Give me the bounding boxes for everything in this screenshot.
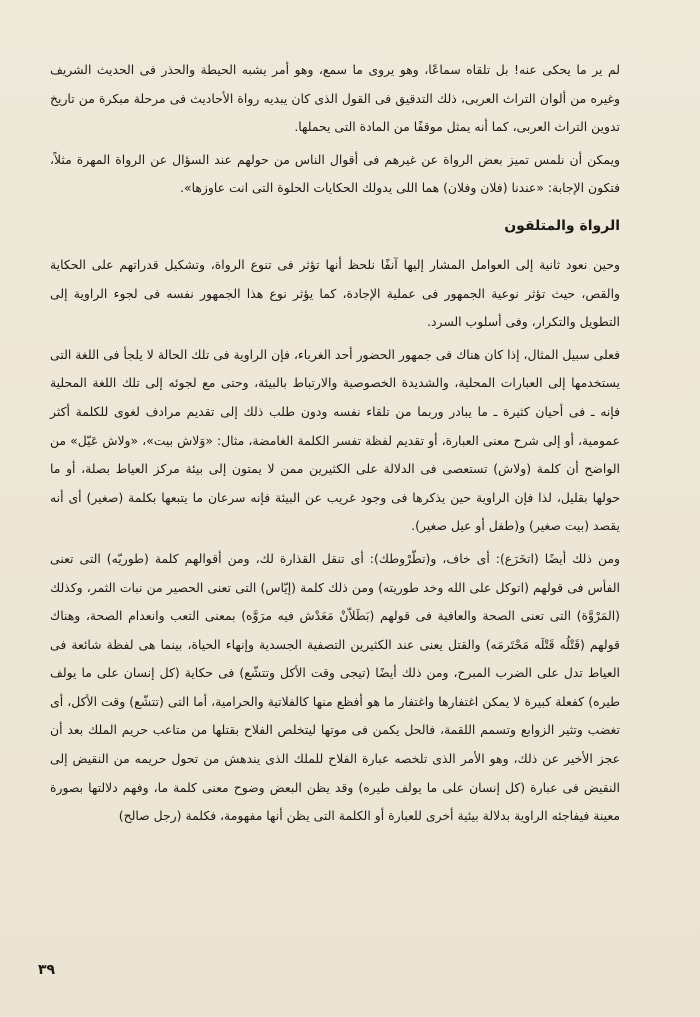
page-number: ٣٩ [38,962,56,978]
body-text [50,56,620,835]
section-heading: الرواة والمتلقون [504,217,620,234]
paragraph: لم ير ما يحكى عنه! بل تلقاه سماعًا، وهو يروى ما سمع، وهو أمر يشبه الحيطة والحذر فى الحديث الشريف وغيره من ألوان التراث العربى، ذلك التدقيق فى القول الذى كان يبديه رواة الأحاديث فى مرحلة مبكرة من تاريخ تدوين التراث العربى، كما أنه يمثل موقفًا من المادة التى يحملها. [50,62,620,135]
paragraph: ومن ذلك أيضًا (اتخَرَع): أى خاف، و(تطّرْوطك): أى تنقل القذارة لك، ومن أقوالهم كلمة (طوريّه) التى تعنى الفأس فى قولهم (اتوكل على الله وخد طوريته) ومن ذلك كلمة (إيّاس) التى تعنى الحصير من نبات الثمر، وكذلك (المَرْوَّة) التى تعنى الصحة والعافية فى قولهم (بَطَلاّنْ مَعَدْش فيه مرَوَّه) بمعنى التعب وانعدام الصحة، وهناك قولهم (قَتْلُه قَتْلَه مَحْتَرمَه) والقتل يعنى عند الكثيرين التصفية الجسدية وإنهاء الحياة، بينما هى لفظة شائعة فى العياط تدل على الضرب المبرح، ومن ذلك أيضًا (تيجى وقت الأكل وتتشّع) فى حكاية (كل إنسان على ما يولف طيره) كفعلة كبيرة لا يمكن اغتفارها واغتفار ما هو أفظع منها كالفلاتية والحرامية، أما التى (تتشّع) وقت الأكل، أى تغضب وتثير الزوابع وتسمم اللقمة، فالحل يكمن فى موتها ليتخلص الفلاح بقتلها من متاعب حريم الملك بعد أن عجز الأخير عن ذلك، وهو الأمر الذى تلخصه عبارة الفلاح للملك الذى يندهش من تحول حريمه من النقيض إلى النقيض فى عبارة (كل إنسان على ما يولف طيره) وقد يظن البعض وضوح معنى كلمة ما، وفهم دلالتها بصورة معينة فيفاجئه الراوية بدلالة بيئية أخرى للعبارة أو الكلمة التى يظن أنها مفهومة، فكلمة (رجل صالح) [50,550,620,824]
paragraph: فعلى سبيل المثال، إذا كان هناك فى جمهور الحضور أحد الغرباء، فإن الراوية فى تلك الحالة لا يلجأ فى اللغة التى يستخدمها إلى العبارات المحلية، والشديدة الخصوصية والارتباط بالبيئة، وحتى مع لجوئه إلى تلك اللغة المحلية فإنه ـ فى أحيان كثيرة ـ ما يبادر وربما من تلقاء نفسه ودون طلب ذلك إلى تقديم مرادف لغوى للكلمة أكثر عمومية، أو إلى شرح معنى العبارة، أو تقديم لفظة تفسر الكلمة الغامضة، مثال: «وَلاش بيت»، «ولاش عَيّل» من الواضح أن كلمة (ولاش) تستعصى فى الدلالة على الكثيرين ممن لا يمتون إلى بيئة مركز العياط بصلة، أو ما حولها بقليل، لذا فإن الراوية حين يذكرها فى وجود غريب عن البيئة فإنه سرعان ما يتبعها بكلمة (صغير) أى أنه يقصد (بيت صغير) و(طفل أو عيل صغير). [50,346,620,534]
paragraph: وحين نعود ثانية إلى العوامل المشار إليها آنفًا نلحظ أنها تؤثر فى تنوع الرواة، وتشكيل قدراتهم على الحكاية والقص، حيث تؤثر نوعية الجمهور فى عملية الإجادة، كما يؤثر نوع هذا الجمهور نفسه فى لجوء الراوية إلى التطويل والتكرار، وفى أسلوب السرد. [50,256,620,330]
paragraph: ويمكن أن نلمس تميز بعض الرواة عن غيرهم فى أقوال الناس من حولهم عند السؤال عن الرواة المهرة مثلاً، فتكون الإجابة: «عندنا (فلان وفلان) هما اللى يدولك الحكايات الحلوة التى انت عاوزها». [50,151,620,196]
